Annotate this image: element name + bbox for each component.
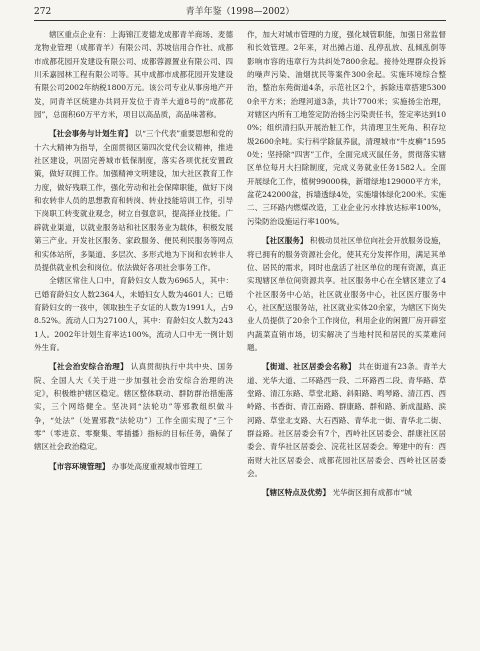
left-column (34, 28, 233, 500)
running-header (34, 4, 446, 21)
paragraph (247, 234, 446, 354)
paragraph-text: 共在街道有23条。青羊大道、光华大道、二环路西一段、二环路西二段、青华路、草堂路、清江东路、草堂北路、斜阳路、鸣琴路、清江西、西岭路、书香街、青江南路、群康路、群和路、新成温路、滨河路、草堂北支路、大石西路、青华北一街、青华北二街、群益路。社区居委会有7个，西岭社区居委会、群康社区居委会、青华社区居委会、浣花社区居委会。筹建中的有：西南财大社区居委会、成都花园社区居委会、西岭社区居委会。 (247, 362, 446, 478)
paragraph-text: 以“三个代表”重要思想和党的十六大精神为指导，全面贯彻区第四次党代会议精神，推进社区建设，巩固完善城市低保制度，落实各项优抚安置政策，做好双拥工作。加强精神文明建设，加大社区教育工作力度，做好残联工作，强化劳动和社会保障职能，做好下岗和农转非人员的思想教育和转岗、转业技能培训工作，引导下岗职工转变就业观念，树立自强意识，提高择业技能。广辟就业渠道，以就业服务站和社区服务业为载体，积极发展第三产业。开发社区服务、家政服务、便民利民服务等网点和实体站所，多渠道、多层次、多形式地为下岗和农转非人员提供就业机会和岗位。依法做好各项社会事务工作。 (34, 129, 234, 272)
paragraph-text: 全辖区常住人口中，育龄妇女人数为6965人，其中：已婚育龄妇女人数2364人，未婚妇女人数为4601人；已婚育龄妇女的一孩中，领取独生子女证的人数为1991人，占98.52%。流动人口为27100人，其中：育龄妇女人数为2431人。2002年计划生育率达100%，流动人口中无一例计划外生育。 (34, 276, 233, 352)
section-heading: 【市容环境管理】 (49, 461, 110, 471)
right-column (247, 28, 446, 500)
section-heading: 【社会事务与计划生育】 (49, 129, 133, 139)
paragraph (34, 28, 233, 121)
paragraph (247, 486, 446, 499)
section-heading: 【辖区特点及优势】 (262, 488, 331, 498)
section-heading: 【社会治安综合治理】 (49, 362, 128, 372)
paragraph (247, 28, 446, 228)
paragraph (34, 127, 233, 274)
section-heading: 【社区服务】 (262, 236, 308, 246)
section-heading: 【街道、社区居委会名称】 (262, 362, 356, 372)
paragraph-text: 光华街区拥有成都市“城 (332, 488, 412, 498)
paragraph-text: 积极动员社区单位向社会开放服务设施，将已拥有的服务资源社会化，使其充分发挥作用，满足其单位、居民的需求，同时也盘活了社区单位的现有资源，真正实现辖区单位间资源共享。社区服务中心在全辖区建立了4个社区服务中心站，社区就业服务中心，社区医疗服务中心，社区配送服务站，社区就业实体20余家，为辖区下岗失业人员提供了20余个工作岗位，利用企业的闲置厂房开辟室内蔬菜直销市场，切实解决了当地村民和居民的买菜难问题。 (247, 236, 446, 352)
paragraph-text: 认真贯彻执行中共中央、国务院、全国人大《关于进一步加强社会治安综合治理的决定》，积极维护辖区稳定。辖区整体联动、群防群治措施落实，三个网络健全。坚决同“法轮功”等邪教组织做斗争，“处法”（处置邪教“法轮功”）工作全面实现了“三个零”（零进京、零聚集、零插播）指标的目标任务，确保了辖区社会政治稳定。 (34, 362, 233, 452)
paragraph (34, 460, 233, 473)
paragraph-text: 作，加大对城市管理的力度，强化城管职能，加强日常监督和长效管理。2年来，对出摊占道、乱停乱放、乱倾乱倒等影响市容的违章行为共纠处7800余起。接待处理群众投诉的噪声污染、油烟扰民等案件300余起。实施环境综合整治，整治东苑街道4条，示范社区2个，拆除违章搭建53000余平方米；治理河道3条，共计7700米；实施扬尘治理，对辖区内所有工地签定防治扬尘污染责任书，签定率达到100%；组织清扫队开展治脏工作，共清理卫生死角、积存垃圾2600余吨。实行科学除鼠养鼠，清理城市“牛皮癣”15950处；坚持除“四害”工作，全面完成灭鼠任务，贯彻落实辖区单位每月大扫除制度，完成义务就业任务1582人。全面开展绿化工作，植树99000株，新增绿地129000平方米，盆花242000盆，拆墙透绿4处，实施墙体绿化200米。实施二、三环路内燃煤改造，工业企业污水排放达标率100%，污染防治设施运行率100%。 (247, 30, 446, 226)
paragraph-text: 辖区重点企业有：上海锦江麦德龙成都青羊商场、麦德龙物业管理（成都青羊）有限公司、苏坡信用合作社、成都市成都花园开发建设有限公司、成都蓉源置业有限公司、四川禾嘉园林工程有限公司等。其中成都市成都花园开发建设有限公司2002年纳税1800万元。该公司专业从事房地产开发，同青羊区统建办共同开发位于青羊大道8号的“成都花园”，总面积60万平方米，项目以高品质，高品味著称。 (34, 30, 233, 120)
paragraph-text: 办事处高度重视城市管理工 (111, 461, 203, 471)
paragraph (34, 274, 233, 354)
book-title: 青羊年鉴（1998—2002） (185, 7, 295, 17)
page-number: 272 (34, 7, 52, 17)
two-column-body (34, 28, 446, 500)
paragraph (34, 360, 233, 453)
paragraph (247, 360, 446, 480)
